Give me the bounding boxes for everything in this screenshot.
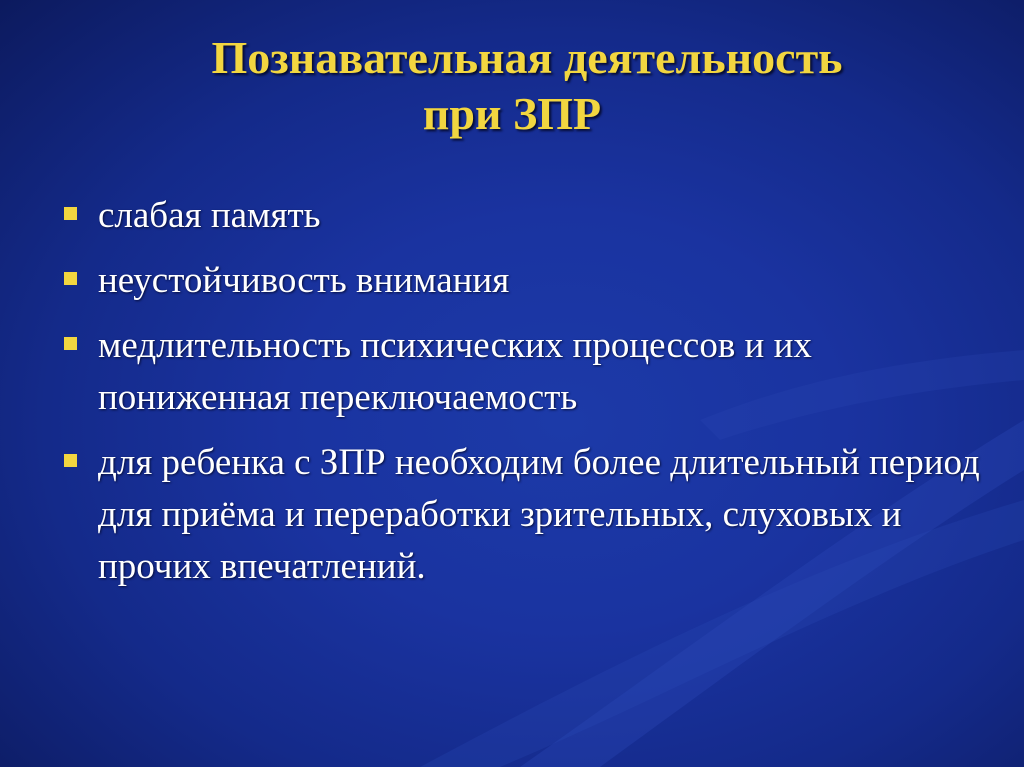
bullet-item — [60, 255, 980, 307]
bullet-text: неустойчивость внимания — [98, 260, 510, 301]
square-bullet-icon — [64, 454, 77, 467]
bullet-text: для ребенка с ЗПР необходим более длительный период для приёма и переработки зрительных, слуховых и прочих впечатлений. — [98, 442, 980, 587]
slide-title — [0, 30, 1024, 142]
slide-title-line-1: Познавательная деятельность — [211, 32, 843, 83]
bullet-list — [60, 190, 980, 606]
bullet-item — [60, 320, 980, 424]
bullet-item — [60, 437, 980, 593]
square-bullet-icon — [64, 272, 77, 285]
bullet-item — [60, 190, 980, 242]
bullet-text: слабая память — [98, 195, 321, 236]
slide-title-line-2: при ЗПР — [422, 88, 602, 139]
bullet-text: медлительность психических процессов и их пониженная переключаемость — [98, 325, 812, 418]
square-bullet-icon — [64, 337, 77, 350]
square-bullet-icon — [64, 207, 77, 220]
